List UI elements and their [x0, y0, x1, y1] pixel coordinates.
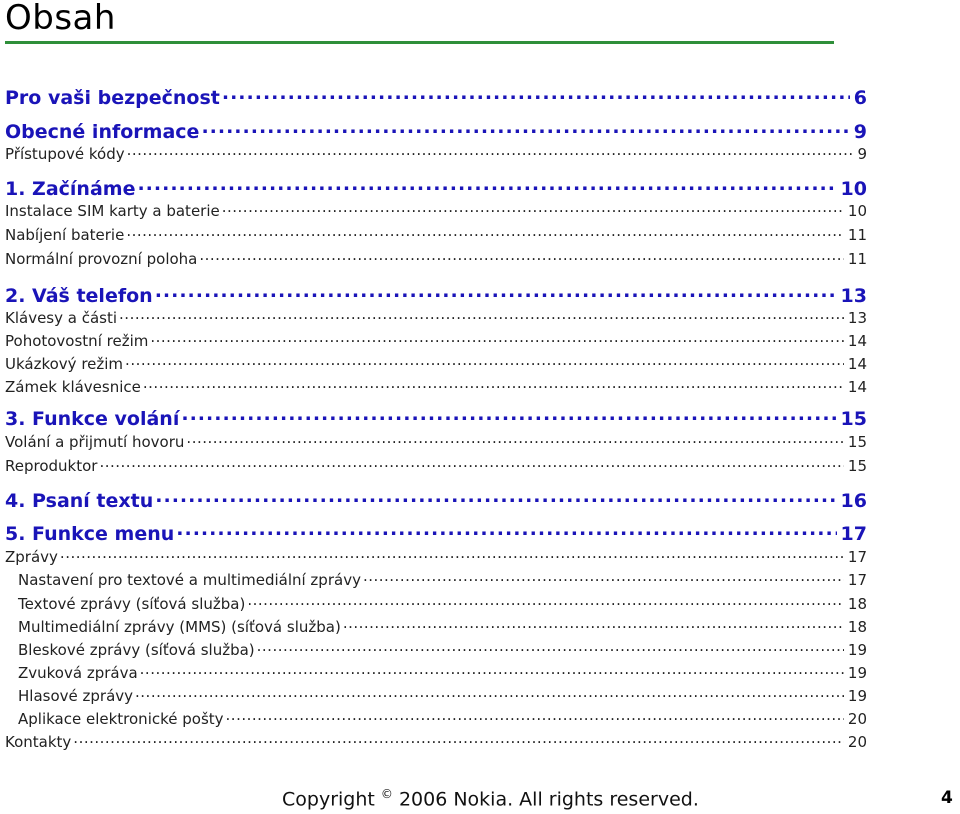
toc-entry-label: Zámek klávesnice — [5, 378, 141, 396]
toc-entry-page: 11 — [847, 226, 867, 244]
toc-entry-label: 3. Funkce volání — [5, 408, 180, 430]
toc-entry-label: Hlasové zprávy — [18, 687, 134, 705]
toc-entry-label: Instalace SIM karty a baterie — [5, 202, 220, 220]
toc-entry-label: Zprávy — [5, 548, 58, 566]
toc-entry-label: Obecné informace — [5, 121, 200, 143]
toc-entry[interactable] — [5, 308, 867, 327]
toc-entry-page: 17 — [847, 548, 867, 566]
toc-entry[interactable] — [5, 377, 867, 396]
toc-entry[interactable] — [5, 488, 867, 512]
toc-entry-label: Textové zprávy (síťová služba) — [18, 595, 246, 613]
toc-dot-leader — [126, 225, 844, 240]
toc-entry-page: 9 — [857, 145, 867, 163]
toc-entry[interactable] — [5, 144, 867, 163]
toc-entry-label: 4. Psaní textu — [5, 490, 154, 512]
toc-entry[interactable] — [5, 617, 867, 636]
toc-entry-label: Klávesy a části — [5, 309, 118, 327]
toc-dot-leader — [155, 283, 837, 302]
page-number: 4 — [941, 788, 953, 808]
toc-entry-label: Nastavení pro textové a multimediální zprávy — [18, 571, 361, 589]
toc-entry-label: Volání a přijmutí hovoru — [5, 433, 185, 451]
toc-dot-leader — [150, 331, 844, 346]
toc-entry[interactable] — [5, 663, 867, 682]
toc-entry-label: Zvuková zpráva — [18, 664, 138, 682]
toc-entry-label: 1. Začínáme — [5, 178, 136, 200]
toc-entry-label: Ukázkový režim — [5, 355, 124, 373]
copyright-symbol: © — [380, 787, 393, 801]
toc-entry[interactable] — [5, 640, 867, 659]
toc-entry-page: 18 — [847, 595, 867, 613]
toc-dot-leader — [60, 547, 844, 562]
toc-entry[interactable] — [5, 594, 867, 613]
page-title: Obsah — [5, 0, 116, 38]
toc-entry-label: Aplikace elektronické pošty — [18, 710, 224, 728]
toc-dot-leader — [199, 249, 844, 264]
toc-dot-leader — [222, 85, 850, 104]
toc-entry-page: 19 — [847, 687, 867, 705]
toc-entry-page: 13 — [847, 309, 867, 327]
toc-entry[interactable] — [5, 249, 867, 268]
toc-dot-leader — [343, 617, 844, 632]
toc-entry-page: 9 — [853, 121, 867, 143]
toc-entry-page: 20 — [847, 710, 867, 728]
toc-dot-leader — [140, 663, 844, 678]
copyright-prefix: Copyright — [282, 788, 375, 811]
toc-dot-leader — [135, 686, 844, 701]
toc-entry-page: 14 — [847, 355, 867, 373]
toc-entry[interactable] — [5, 283, 867, 307]
toc-entry-page: 19 — [847, 641, 867, 659]
toc-entry[interactable] — [5, 432, 867, 451]
toc-entry-page: 15 — [847, 457, 867, 475]
toc-entry[interactable] — [5, 331, 867, 350]
copyright-footer — [282, 787, 699, 810]
toc-entry-label: Multimediální zprávy (MMS) (síťová služba) — [18, 618, 341, 636]
toc-entry[interactable] — [5, 547, 867, 566]
copyright-text: 2006 Nokia. All rights reserved. — [398, 788, 699, 811]
toc-entry-label: 5. Funkce menu — [5, 523, 175, 545]
toc-entry-page: 18 — [847, 618, 867, 636]
toc-entry-page: 10 — [847, 202, 867, 220]
toc-entry-page: 13 — [840, 285, 867, 307]
toc-entry-label: Pro vaši bezpečnost — [5, 87, 220, 109]
toc-dot-leader — [155, 488, 836, 507]
toc-entry[interactable] — [5, 119, 867, 143]
toc-entry-label: Přístupové kódy — [5, 145, 125, 163]
toc-entry-page: 17 — [840, 523, 867, 545]
toc-entry[interactable] — [5, 570, 867, 589]
toc-entry-page: 11 — [847, 250, 867, 268]
toc-entry-page: 14 — [847, 332, 867, 350]
toc-entry[interactable] — [5, 406, 867, 430]
toc-entry-label: Reproduktor — [5, 457, 98, 475]
title-rule — [5, 41, 834, 44]
toc-dot-leader — [99, 456, 843, 471]
toc-dot-leader — [186, 432, 843, 447]
toc-entry-page: 20 — [847, 733, 867, 751]
toc-entry[interactable] — [5, 456, 867, 475]
toc-dot-leader — [247, 594, 844, 609]
toc-entry-label: Bleskové zprávy (síťová služba) — [18, 641, 255, 659]
toc-entry-page: 17 — [847, 571, 867, 589]
toc-entry-label: Kontakty — [5, 733, 72, 751]
toc-dot-leader — [137, 176, 836, 195]
toc-entry[interactable] — [5, 686, 867, 705]
toc-entry[interactable] — [5, 225, 867, 244]
toc-entry-page: 10 — [840, 178, 867, 200]
toc-dot-leader — [73, 732, 844, 747]
toc-entry[interactable] — [5, 732, 867, 751]
toc-entry[interactable] — [5, 521, 867, 545]
toc-entry[interactable] — [5, 354, 867, 373]
toc-entry[interactable] — [5, 201, 867, 220]
toc-dot-leader — [181, 406, 836, 425]
toc-entry-label: Pohotovostní režim — [5, 332, 149, 350]
toc-entry-page: 14 — [847, 378, 867, 396]
toc-entry-page: 16 — [840, 490, 867, 512]
toc-dot-leader — [226, 709, 844, 724]
toc-dot-leader — [125, 354, 844, 369]
toc-entry[interactable] — [5, 85, 867, 109]
toc-entry-label: Normální provozní poloha — [5, 250, 198, 268]
toc-entry-label: Nabíjení baterie — [5, 226, 125, 244]
toc-entry-label: 2. Váš telefon — [5, 285, 153, 307]
toc-dot-leader — [143, 377, 844, 392]
toc-dot-leader — [176, 521, 836, 540]
toc-dot-leader — [222, 201, 844, 216]
toc-dot-leader — [127, 144, 854, 159]
toc-dot-leader — [363, 570, 844, 585]
toc-dot-leader — [201, 119, 849, 138]
toc-entry-page: 15 — [840, 408, 867, 430]
toc-entry-page: 15 — [847, 433, 867, 451]
toc-entry-page: 19 — [847, 664, 867, 682]
toc-dot-leader — [257, 640, 844, 655]
toc-entry-page: 6 — [853, 87, 867, 109]
toc-entry[interactable] — [5, 709, 867, 728]
toc-dot-leader — [119, 308, 844, 323]
toc-entry[interactable] — [5, 176, 867, 200]
